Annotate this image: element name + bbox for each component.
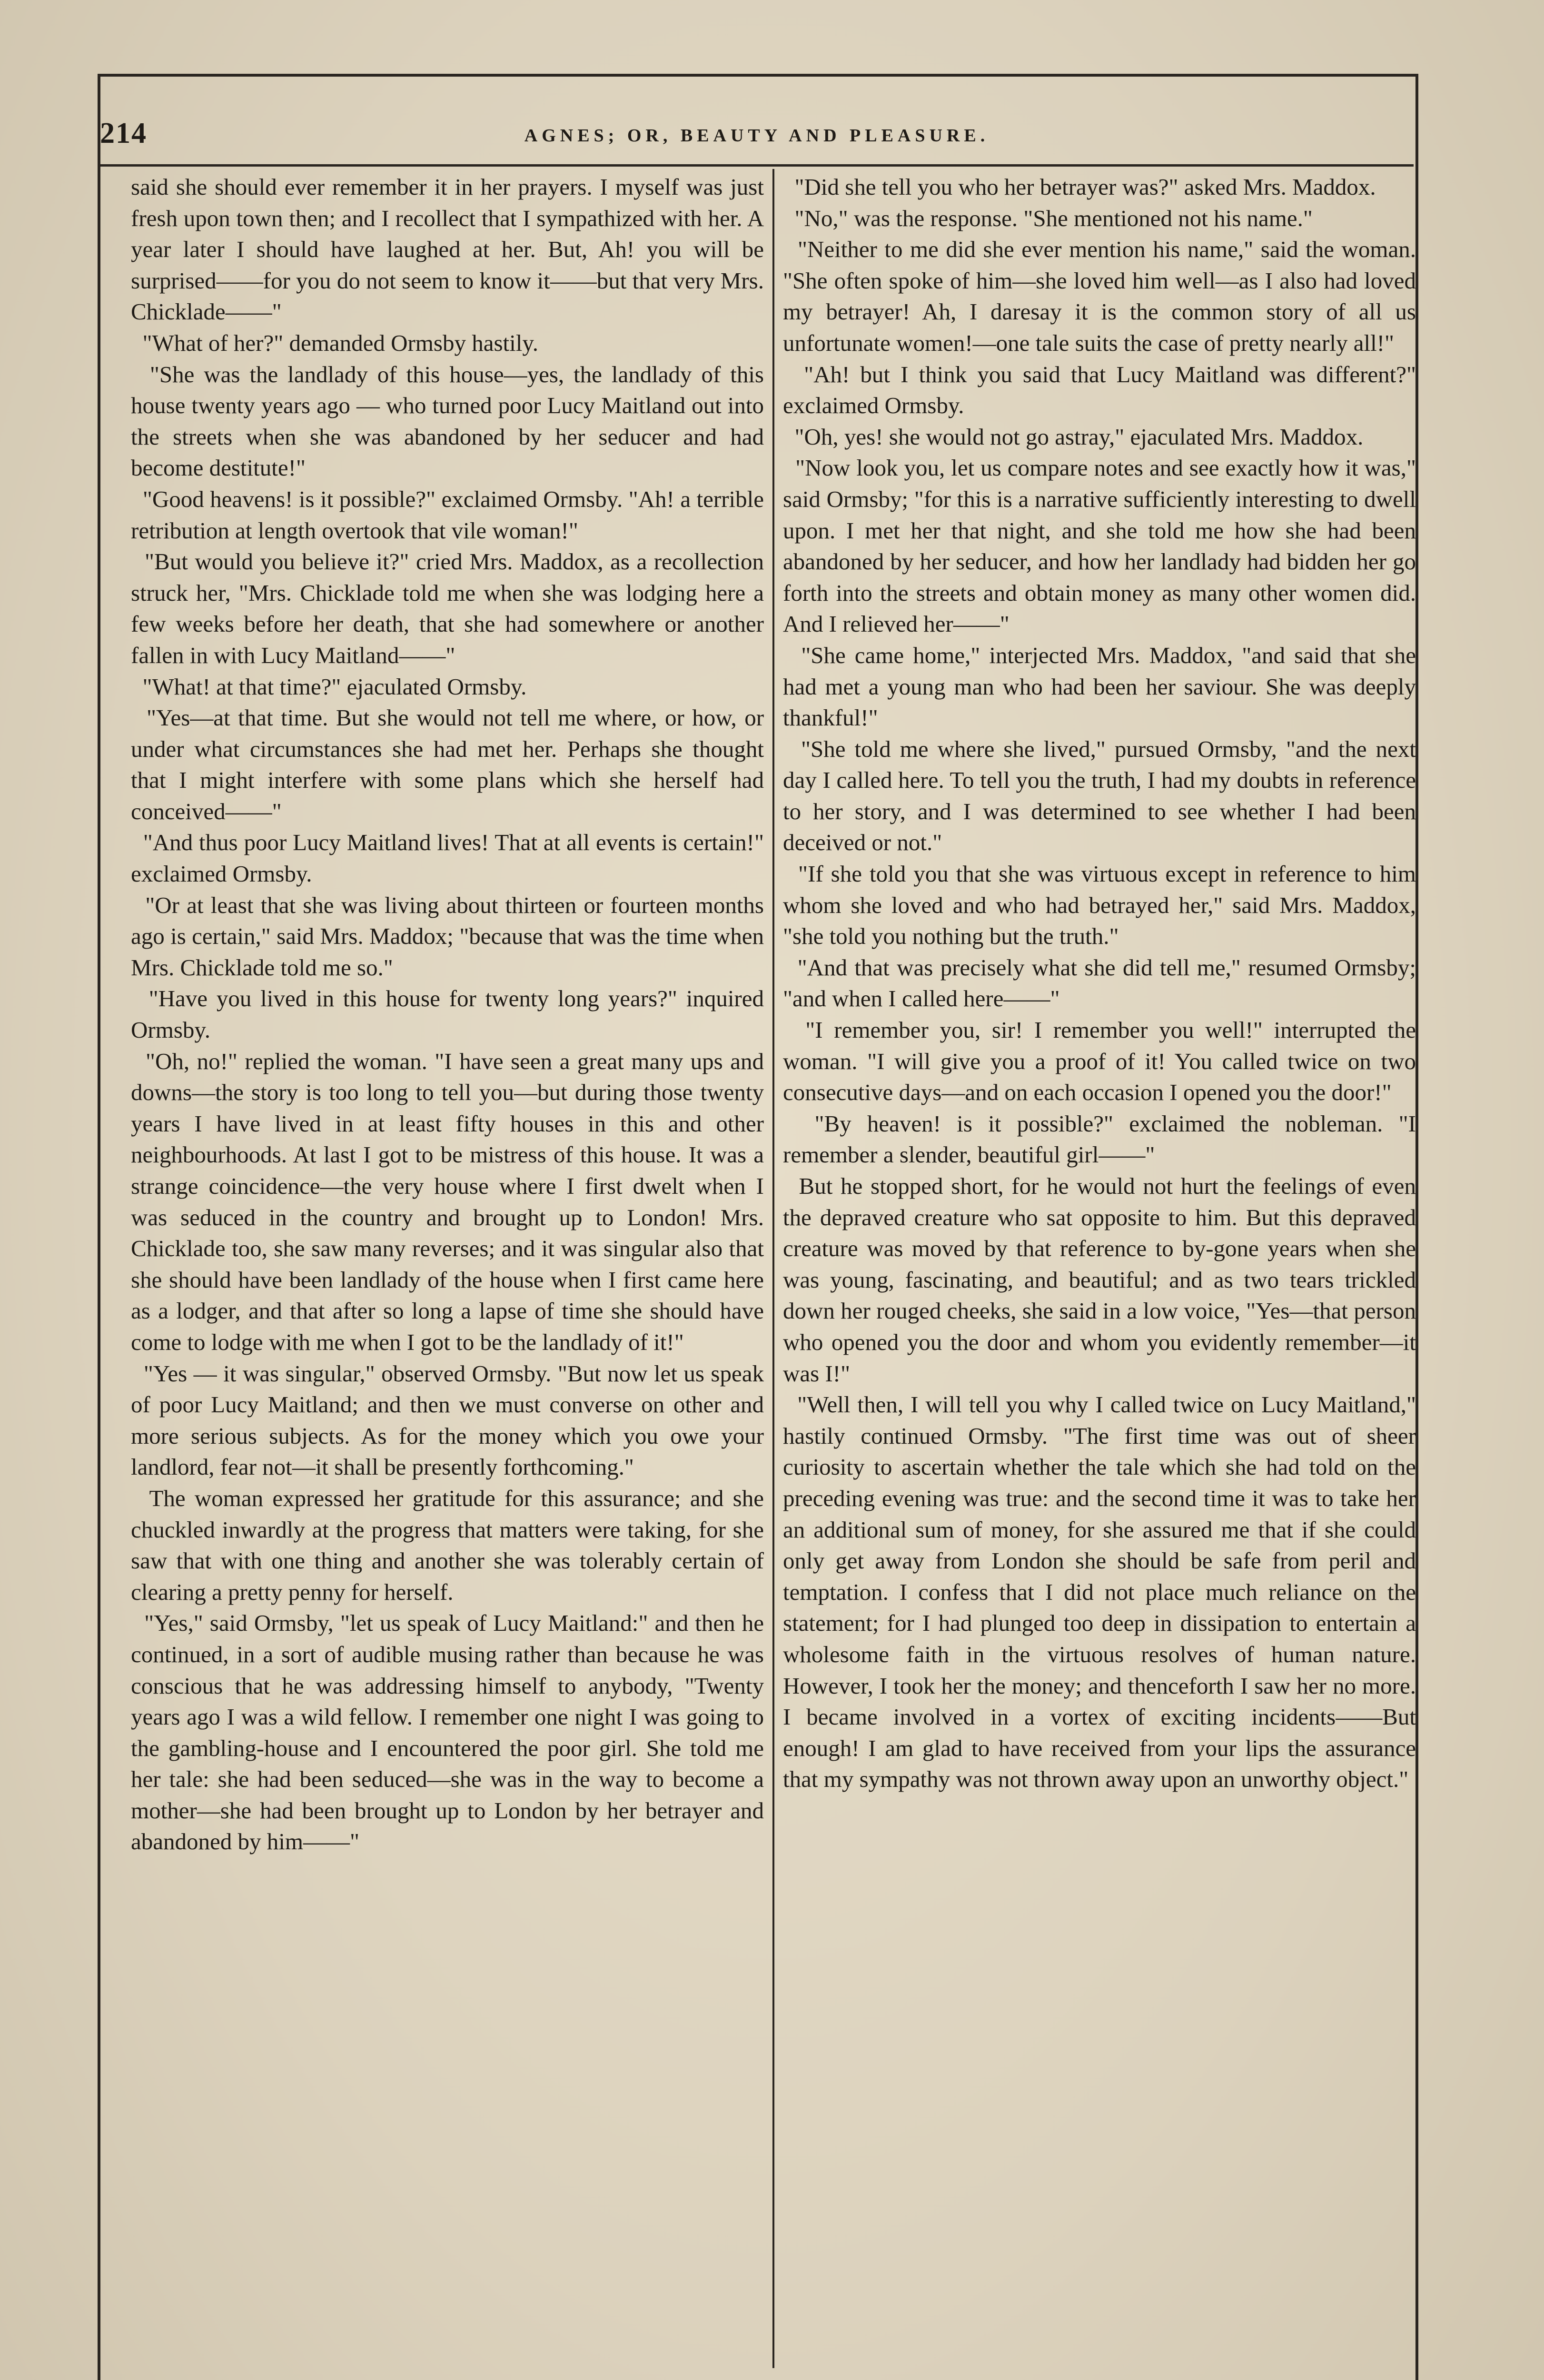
running-head: AGNES; OR, BEAUTY AND PLEASURE. xyxy=(524,126,990,146)
header-rule xyxy=(100,164,1414,167)
page-number: 214 xyxy=(100,117,147,149)
right-column-text: "Did she tell you who her betrayer was?" asked Mrs. Maddox. "No," was the response. "She mentioned not his name." "Neither to me did she ever mention his name," said the woman. "She often spoke of him—she loved him well—as I also had loved my betrayer! Ah, I daresay it is the common story of all us unfortunate women!—one tale suits the case of pretty nearly all!" "Ah! but I think you said that Lucy Maitland was different?" exclaimed Ormsby. "Oh, yes! she would not go astray," ejaculated Mrs. Maddox. "Now look you, let us compare notes and see exactly how it was," said Ormsby; "for this is a narrative sufficiently interesting to dwell upon. I met her that night, and she told me how she had been abandoned by her seducer, and how her landlady had bidden her go forth into the streets and obtain money as many other women did. And I relieved her——" "She came home," interjected Mrs. Maddox, "and said that she had met a young man who had been her saviour. She was deeply thankful!" "She told me where she lived," pursued Ormsby, "and the next day I called here. To tell you the truth, I had my doubts in reference to her story, and I was determined to see whether I had been deceived or not." "If she told you that she was virtuous except in reference to him whom she loved and who had betrayed her," said Mrs. Maddox, "she told you nothing but the truth." "And that was precisely what she did tell me," resumed Ormsby; "and when I called here——" "I remember you, sir! I remember you well!" interrupted the woman. "I will give you a proof of it! You called twice on two consecutive days—and on each occasion I opened you the door!" "By heaven! is it possible?" exclaimed the nobleman. "I remember a slender, beautiful girl——" But he stopped short, for he would not hurt the feelings of even the depraved creature who sat opposite to him. But this depraved creature was moved by that reference to by-gone years when she was young, fascinating, and beautiful; and as two tears trickled down her rouged cheeks, she said in a low voice, "Yes—that person who opened you the door and whom you evidently remember—it was I!" "Well then, I will tell you why I called twice on Lucy Maitland," hastily continued Ormsby. "The first time was out of sheer curiosity to ascertain whether the tale which she had told on the preceding evening was true: and the second time it was to take her an additional sum of money, for she assured me that if she could only get away from London she should be safe from peril and temptation. I confess that I did not place much reliance on the statement; for I had plunged too deep in dissipation to entertain a wholesome faith in the virtuous resolves of human nature. However, I took her the money; and thenceforth I saw her no more. I became involved in a vortex of exciting incidents——But enough! I am glad to have received from your lips the assurance that my sympathy was not thrown away upon an unworthy object." xyxy=(783,174,1416,1793)
left-column-text: said she should ever remember it in her prayers. I myself was just fresh upon town then; and I recollect that I sympathized with her. A year later I should have laughed at her. But, Ah! you will be surprised——for you do not seem to know it——but that very Mrs. Chicklade——" "What of her?" demanded Ormsby hastily. "She was the landlady of this house—yes, the landlady of this house twenty years ago — who turned poor Lucy Maitland out into the streets when she was abandoned by her seducer and had become destitute!" "Good heavens! is it possible?" exclaimed Ormsby. "Ah! a terrible retribution at length overtook that vile woman!" "But would you believe it?" cried Mrs. Maddox, as a recollection struck her, "Mrs. Chicklade told me when she was lodging here a few weeks before her death, that she had somewhere or another fallen in with Lucy Maitland——" "What! at that time?" ejaculated Ormsby. "Yes—at that time. But she would not tell me where, or how, or under what circumstances she had met her. Perhaps she thought that I might interfere with some plans which she herself had conceived——" "And thus poor Lucy Maitland lives! That at all events is certain!" exclaimed Ormsby. "Or at least that she was living about thirteen or fourteen months ago is certain," said Mrs. Maddox; "because that was the time when Mrs. Chicklade told me so." "Have you lived in this house for twenty long years?" inquired Ormsby. "Oh, no!" replied the woman. "I have seen a great many ups and downs—the story is too long to tell you—but during those twenty years I have lived in at least fifty houses in this and other neighbourhoods. At last I got to be mistress of this house. It was a strange coincidence—the very house where I first dwelt when I was seduced in the country and brought up to London! Mrs. Chicklade too, she saw many reverses; and it was singular also that she should have been landlady of the house when I first came here as a lodger, and that after so long a lapse of time she should have come to lodge with me when I got to be the landlady of it!" "Yes — it was singular," observed Ormsby. "But now let us speak of poor Lucy Maitland; and then we must converse on other and more serious subjects. As for the money which you owe your landlord, fear not—it shall be presently forthcoming." The woman expressed her gratitude for this assurance; and she chuckled inwardly at the progress that matters were taking, for she saw that with one thing and another she was tolerably certain of clearing a pretty penny for herself. "Yes," said Ormsby, "let us speak of Lucy Maitland:" and then he continued, in a sort of audible musing rather than because he was conscious that he was addressing himself to anybody, "Twenty years ago I was a wild fellow. I remember one night I was going to the gambling-house and I encountered the poor girl. She told me her tale: she had been seduced—she was in the way to become a mother—she had been brought up to London by her betrayer and abandoned by him——" xyxy=(131,174,764,1855)
page-header xyxy=(100,117,1414,159)
column-divider xyxy=(772,169,774,2368)
